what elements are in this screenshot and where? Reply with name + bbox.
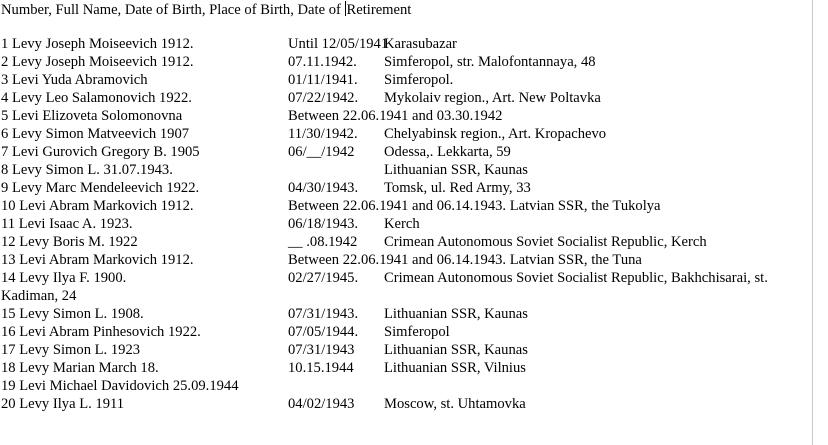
person-entry: 16 Levi Abram Pinhesovich 1922.: [1, 324, 201, 340]
retirement-date: 07/22/1942.: [288, 90, 359, 106]
header-text-start: Number, Full Name, Date of Birth, Place of Birth, Date of: [1, 2, 345, 18]
column-header-line: [1, 1, 411, 19]
retirement-place: Karasubazar: [384, 36, 457, 52]
retirement-place: Lithuanian SSR, Kaunas: [384, 306, 528, 322]
person-entry: 9 Levy Marc Mendeleevich 1922.: [1, 180, 200, 196]
list-item: [1, 215, 811, 233]
person-entry: 5 Levi Elizoveta Solomonovna: [1, 108, 183, 124]
person-entry: 18 Levy Marian March 18.: [1, 360, 159, 376]
person-entry: 10 Levi Abram Markovich 1912.: [1, 198, 194, 214]
list-item: [1, 233, 811, 251]
list-item: [1, 53, 811, 71]
retirement-date: 01/11/1941.: [288, 72, 358, 88]
retirement-place: Kerch: [384, 216, 420, 232]
person-entry: 8 Levy Simon L. 31.07.1943.: [1, 162, 173, 178]
person-entry: 2 Levy Joseph Moiseevich 1912.: [1, 54, 194, 70]
person-entry: 17 Levy Simon L. 1923: [1, 342, 141, 358]
person-entry: 19 Levi Michael Davidovich 25.09.1944: [1, 378, 239, 394]
list-item: [1, 395, 811, 413]
retirement-place: Moscow, st. Uhtamovka: [384, 396, 526, 412]
date-place-span: Between 22.06.1941 and 03.30.1942: [288, 108, 503, 124]
header-text-end: Retirement: [346, 2, 412, 18]
retirement-date: 02/27/1945.: [288, 270, 359, 286]
record-list: [1, 35, 811, 413]
list-item: [1, 107, 811, 125]
retirement-date: 07/31/1943.: [288, 306, 359, 322]
person-entry: 11 Levi Isaac A. 1923.: [1, 216, 133, 232]
list-item: [1, 125, 811, 143]
person-entry: 7 Levi Gurovich Gregory B. 1905: [1, 144, 200, 160]
retirement-place: Simferopol, str. Malofontannaya, 48: [384, 54, 596, 70]
person-entry: 13 Levi Abram Markovich 1912.: [1, 252, 194, 268]
retirement-place: Lithuanian SSR, Kaunas: [384, 342, 528, 358]
list-item: [1, 161, 811, 179]
list-item: [1, 323, 811, 341]
retirement-date: 10.15.1944: [288, 360, 354, 376]
list-item: [1, 179, 811, 197]
list-item: [1, 269, 811, 305]
list-item: [1, 377, 811, 395]
retirement-place: Lithuanian SSR, Vilnius: [384, 360, 526, 376]
page-right-edge: [812, 0, 813, 445]
retirement-place: Odessa,. Lekkarta, 59: [384, 144, 511, 160]
retirement-date: Until 12/05/1941: [288, 36, 389, 52]
retirement-date: 04/30/1943.: [288, 180, 359, 196]
person-entry: 1 Levy Joseph Moiseevich 1912.: [1, 36, 194, 52]
list-item: [1, 89, 811, 107]
person-entry: 4 Levy Leo Salamonovich 1922.: [1, 90, 192, 106]
date-place-span: Between 22.06.1941 and 06.14.1943. Latvian SSR, the Tuna: [288, 252, 642, 268]
retirement-place: Chelyabinsk region., Art. Kropachevo: [384, 126, 607, 142]
list-item: [1, 251, 811, 269]
list-item: [1, 143, 811, 161]
person-entry: 20 Levy Ilya L. 1911: [1, 396, 125, 412]
retirement-date: __ .08.1942: [288, 234, 358, 250]
retirement-place: Crimean Autonomous Soviet Socialist Republic, Kerch: [384, 234, 707, 250]
retirement-place: Tomsk, ul. Red Army, 33: [384, 180, 531, 196]
list-item: [1, 71, 811, 89]
retirement-date: 06/18/1943.: [288, 216, 359, 232]
retirement-place: Mykolaiv region., Art. New Poltavka: [384, 90, 601, 106]
retirement-date: 07/31/1943: [288, 342, 355, 358]
list-item: [1, 305, 811, 323]
retirement-place: Simferopol.: [384, 72, 454, 88]
person-entry: 12 Levy Boris M. 1922: [1, 234, 138, 250]
retirement-date: 11/30/1942.: [288, 126, 358, 142]
place-continuation: Kadiman, 24: [1, 288, 77, 304]
person-entry: 3 Levi Yuda Abramovich: [1, 72, 148, 88]
person-entry: 15 Levy Simon L. 1908.: [1, 306, 144, 322]
list-item: [1, 197, 811, 215]
retirement-date: 07.11.1942.: [288, 54, 357, 70]
retirement-place: Simferopol: [384, 324, 450, 340]
person-entry: 6 Levy Simon Matveevich 1907: [1, 126, 190, 142]
list-item: [1, 359, 811, 377]
retirement-place: Crimean Autonomous Soviet Socialist Republic, Bakhchisarai, st.: [384, 270, 768, 286]
person-entry: 14 Levy Ilya F. 1900.: [1, 270, 127, 286]
retirement-date: 06/__/1942: [288, 144, 355, 160]
list-item: [1, 35, 811, 53]
retirement-date: 07/05/1944.: [288, 324, 359, 340]
date-place-span: Between 22.06.1941 and 06.14.1943. Latvian SSR, the Tukolya: [288, 198, 661, 214]
retirement-place: Lithuanian SSR, Kaunas: [384, 162, 528, 178]
retirement-date: 04/02/1943: [288, 396, 355, 412]
list-item: [1, 341, 811, 359]
